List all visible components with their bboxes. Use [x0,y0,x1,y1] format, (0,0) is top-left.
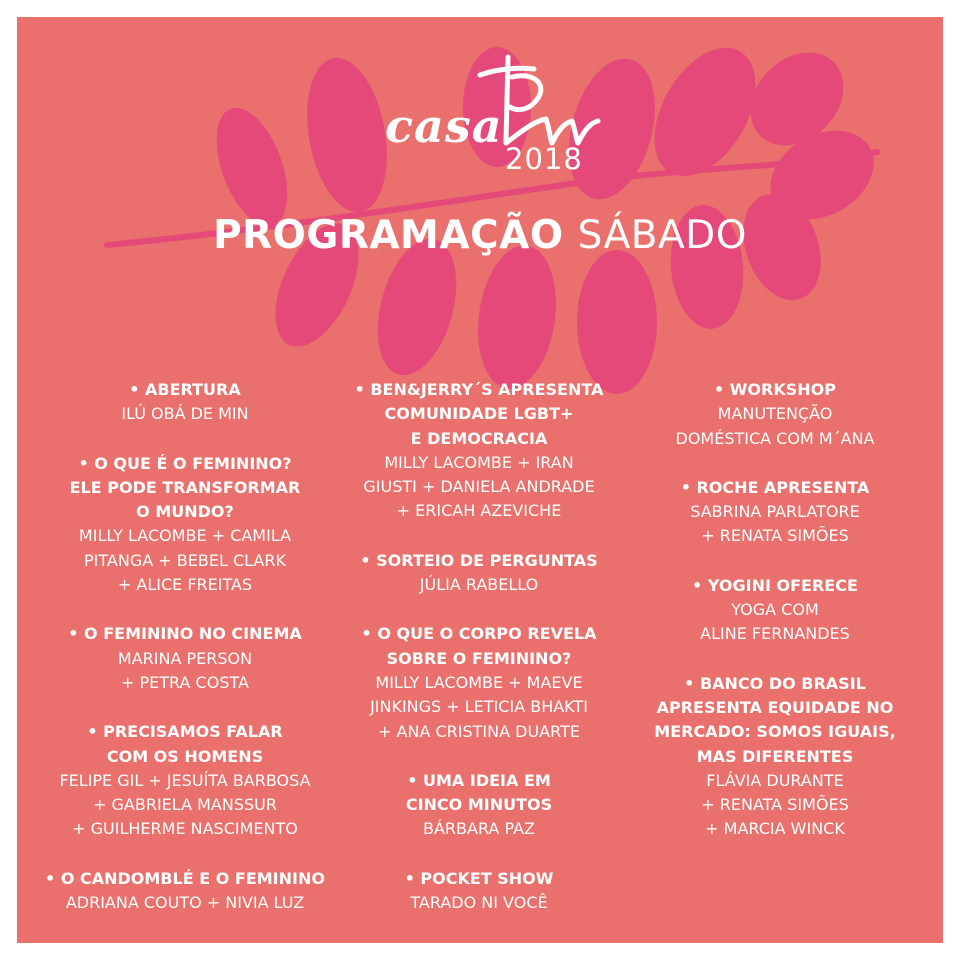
event-title: • UMA IDEIA EM [407,770,551,790]
logo-tpm-mark [472,47,612,157]
event-title: • O CANDOMBLÉ E O FEMININO [45,868,325,888]
logo-year: 2018 [505,142,583,176]
event-speakers: MANUTENÇÃO [717,404,833,424]
logo-casa-word: casa [385,99,503,153]
event-speakers: ILÚ OBÁ DE MIN [121,404,249,424]
event-sorteio [329,549,629,598]
event-title: MAS DIFERENTES [696,746,854,766]
event-speakers: GIUSTI + DANIELA ANDRADE [363,477,595,497]
event-speakers: + GUILHERME NASCIMENTO [72,819,298,839]
event-title: • SORTEIO DE PERGUNTAS [360,550,598,570]
event-speakers: FLÁVIA DURANTE [706,770,844,790]
schedule-column-2 [329,378,629,915]
event-title: • O QUE É O FEMININO? [78,453,292,473]
event-o-que-e-o-feminino [35,452,335,598]
event-speakers: + PETRA COSTA [121,672,249,692]
page-title [17,213,943,258]
event-title: SOBRE O FEMININO? [386,648,572,668]
event-title: • WORKSHOP [713,380,836,399]
event-feminino-no-cinema [35,622,335,695]
event-speakers: JINKINGS + LETICIA BHAKTI [370,697,588,717]
event-speakers: ALINE FERNANDES [700,624,850,644]
event-candomble [35,867,335,916]
title-light: SÁBADO [577,213,747,258]
event-title: CINCO MINUTOS [405,795,553,815]
event-title: COMUNIDADE LGBT+ [384,404,574,424]
event-title: • BANCO DO BRASIL [684,673,866,693]
event-title: • O QUE O CORPO REVELA [361,624,597,644]
event-speakers: PITANGA + BEBEL CLARK [84,550,286,570]
event-title: E DEMOCRACIA [410,428,548,448]
event-title: O MUNDO? [136,502,234,522]
schedule-column-1 [35,378,335,915]
event-title: • ROCHE APRESENTA [680,477,870,497]
event-speakers: TARADO NI VOCÊ [410,893,548,913]
event-title: COM OS HOMENS [106,746,264,766]
event-speakers: DOMÉSTICA COM M´ANA [675,428,875,448]
event-ben-jerrys [329,378,629,524]
event-speakers: + ERICAH AZEVICHE [396,501,562,521]
title-bold: PROGRAMAÇÃO [213,213,564,258]
event-title: • PRECISAMOS FALAR [87,722,283,742]
event-speakers: MILLY LACOMBE + CAMILA [78,526,292,546]
event-banco-do-brasil [625,672,925,842]
event-speakers: + RENATA SIMÕES [701,526,849,546]
event-speakers: JÚLIA RABELLO [419,575,539,595]
event-speakers: ADRIANA COUTO + NIVIA LUZ [65,893,305,913]
event-title: • ABERTURA [129,380,241,399]
event-abertura [35,378,335,427]
event-yogini [625,574,925,647]
event-speakers: FELIPE GIL + JESUÍTA BARBOSA [59,770,311,790]
event-title: MERCADO: SOMOS IGUAIS, [654,722,896,742]
event-pocket-show [329,867,629,916]
event-precisamos-falar [35,720,335,841]
poster [17,17,943,943]
event-workshop [625,378,925,451]
event-speakers: + ANA CRISTINA DUARTE [378,721,580,741]
event-title: APRESENTA EQUIDADE NO [656,697,894,717]
event-speakers: + ALICE FREITAS [117,575,253,595]
event-title: ELE PODE TRANSFORMAR [69,477,301,497]
event-speakers: SABRINA PARLATORE [690,502,860,522]
event-speakers: MARINA PERSON [117,648,253,668]
event-title: • O FEMININO NO CINEMA [68,624,302,644]
event-uma-ideia [329,769,629,842]
event-speakers: YOGA COM [731,600,819,620]
event-speakers: + GABRIELA MANSSUR [93,795,277,815]
event-speakers: + MARCIA WINCK [705,819,845,839]
event-speakers: BÁRBARA PAZ [423,819,535,839]
event-speakers: MILLY LACOMBE + MAEVE [375,672,583,692]
event-title: • YOGINI OFERECE [692,575,858,595]
event-title: • POCKET SHOW [404,868,554,888]
schedule-column-3 [625,378,925,842]
event-roche [625,476,925,549]
event-speakers: + RENATA SIMÕES [701,795,849,815]
event-speakers: MILLY LACOMBE + IRAN [384,452,574,472]
event-title: • BEN&JERRY´S APRESENTA [354,380,604,399]
event-corpo-revela [329,622,629,743]
